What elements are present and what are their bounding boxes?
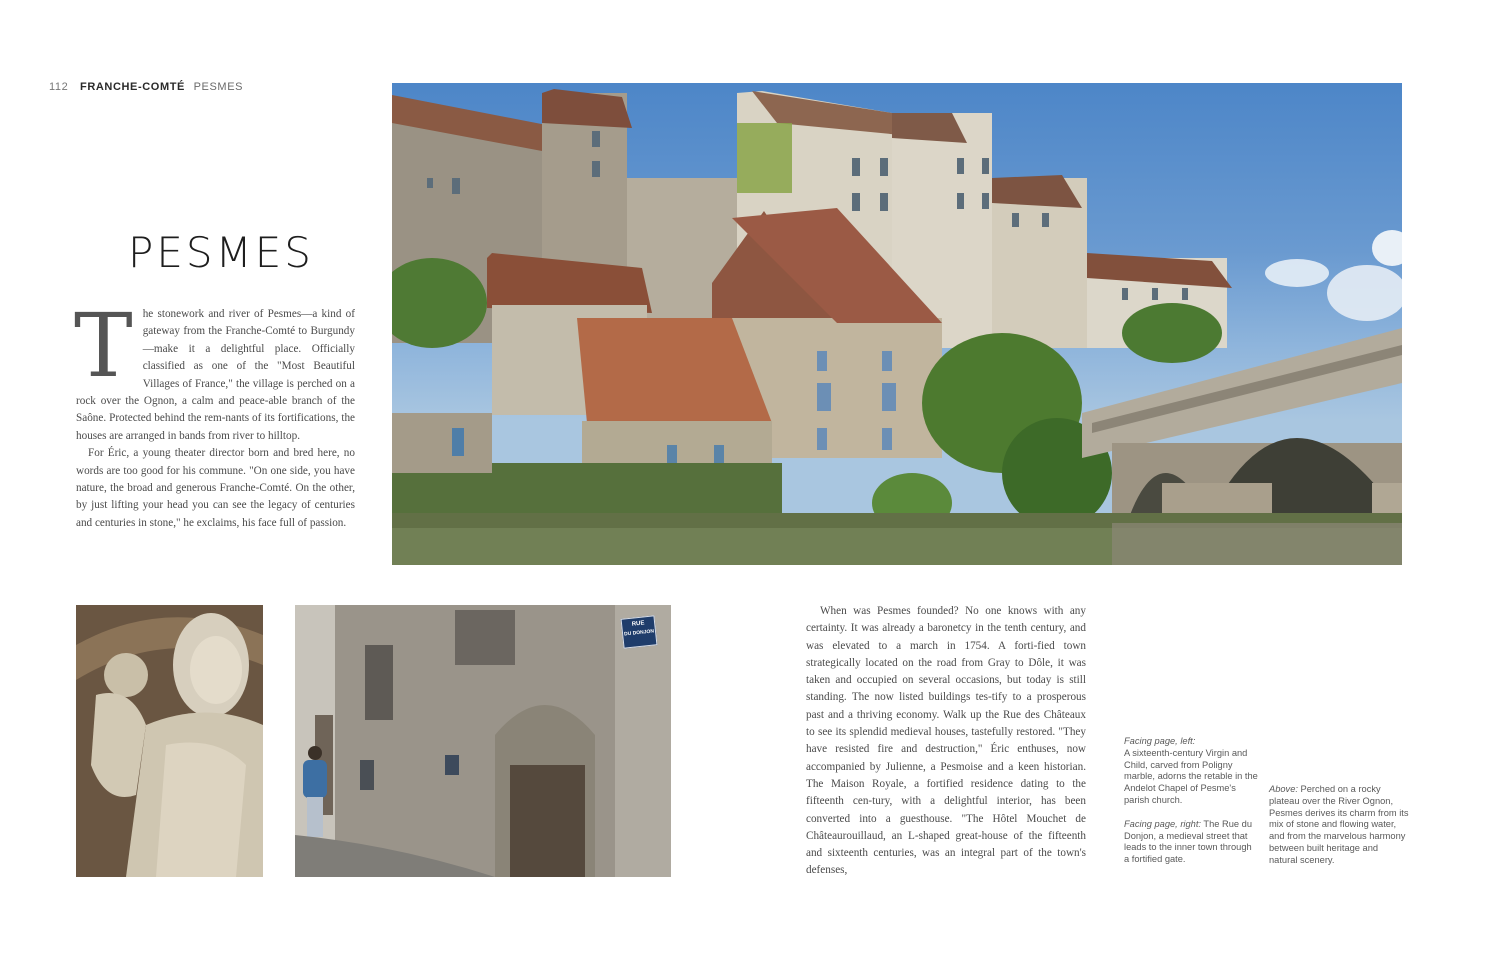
- caption-left-label: Facing page, left:: [1124, 736, 1196, 746]
- caption-left-text: A sixteenth-century Virgin and Child, carved from Poligny marble, adorns the retable in the Andelot Chapel of Pesme's parish church.: [1124, 747, 1258, 805]
- body-paragraph-1: When was Pesmes founded? No one knows with any certainty. It was already a baronetcy in the tenth century, and was elevated to a march in 1754. A forti-fied town strategically located on the road from Gray to Dôle, it was taken and occupied on several occasions, but today is still standing. The now listed buildings tes-tify to a prosperous past and a thriving economy. Walk up the Rue des Châteaux to see its splendid medieval houses, tastefully restored. "They have resisted fire and destruction," Éric enthuses, now accompanied by Julienne, a Pesmoise and a keen historian. The Maison Royale, a fortified residence dating to the fifteenth cen-tury, with a delightful interior, has been converted into a guesthouse. "The Hôtel Mouchet de Châteaurouillaud, an L-shaped great-house of the fifteenth and sixteenth centuries, was an integral part of the town's defenses,: [806, 605, 1086, 877]
- intro-column: [74, 294, 355, 532]
- caption-left: [1124, 736, 1259, 807]
- village-illustration: [392, 83, 1402, 565]
- page-title: PESMES: [128, 228, 314, 277]
- chapter-region: FRANCHE-COMTÉ: [80, 81, 185, 93]
- body-column: [806, 603, 1086, 880]
- caption-right: [1124, 819, 1259, 866]
- running-head: [49, 81, 243, 93]
- caption-above-label: Above:: [1269, 784, 1298, 794]
- main-photo-pesmes-village: [392, 83, 1402, 565]
- caption-above-para: [1269, 784, 1409, 867]
- caption-above: [1269, 784, 1409, 867]
- intro-paragraph-1-text: he stonework and river of Pesmes—a kind of gateway from the Franche-Comté to Burgundy—make it a delightful place. Officially classified as one of the "Most Beautiful Villages of France," the village is perched on a rock over the Ognon, a calm and peace-able branch of the Saône. Protected behind the rem-nants of its fortifications, the houses are arranged in bands from river to hilltop.: [76, 308, 355, 442]
- caption-right-label: Facing page, right:: [1124, 818, 1202, 829]
- street-sign: [621, 615, 658, 648]
- page-number: 112: [49, 81, 69, 93]
- dropcap: T: [74, 294, 133, 397]
- caption-above-text: Perched on a rocky plateau over the River Ognon, Pesmes derives its charm from its mix of stone and flowing water, and from the marvelous harmony between built heritage and natural scenery.: [1269, 784, 1409, 865]
- caption-facing-page: [1124, 736, 1259, 866]
- street-sign-line-2: DU DONJON: [623, 628, 655, 638]
- caption-right-text: The Rue du Donjon, a medieval street that leads to the inner town through a fortified gate.: [1124, 818, 1253, 865]
- section-place: PESMES: [193, 81, 244, 93]
- photo-virgin-and-child: [76, 605, 263, 877]
- street-illustration: [295, 605, 671, 877]
- intro-paragraph-2: For Éric, a young theater director born and bred here, no words are too good for his commune. "On one side, you have nature, the broad and generous Franche-Comté. On the other, by just lifting your head you can see the legacy of centuries and centuries in stone," he exclaims, his face full of passion.: [76, 447, 355, 529]
- street-sign-line-1: RUE: [631, 620, 645, 628]
- statue-illustration: [76, 605, 263, 877]
- photo-rue-du-donjon: [295, 605, 671, 877]
- intro-paragraph-1: [74, 294, 355, 445]
